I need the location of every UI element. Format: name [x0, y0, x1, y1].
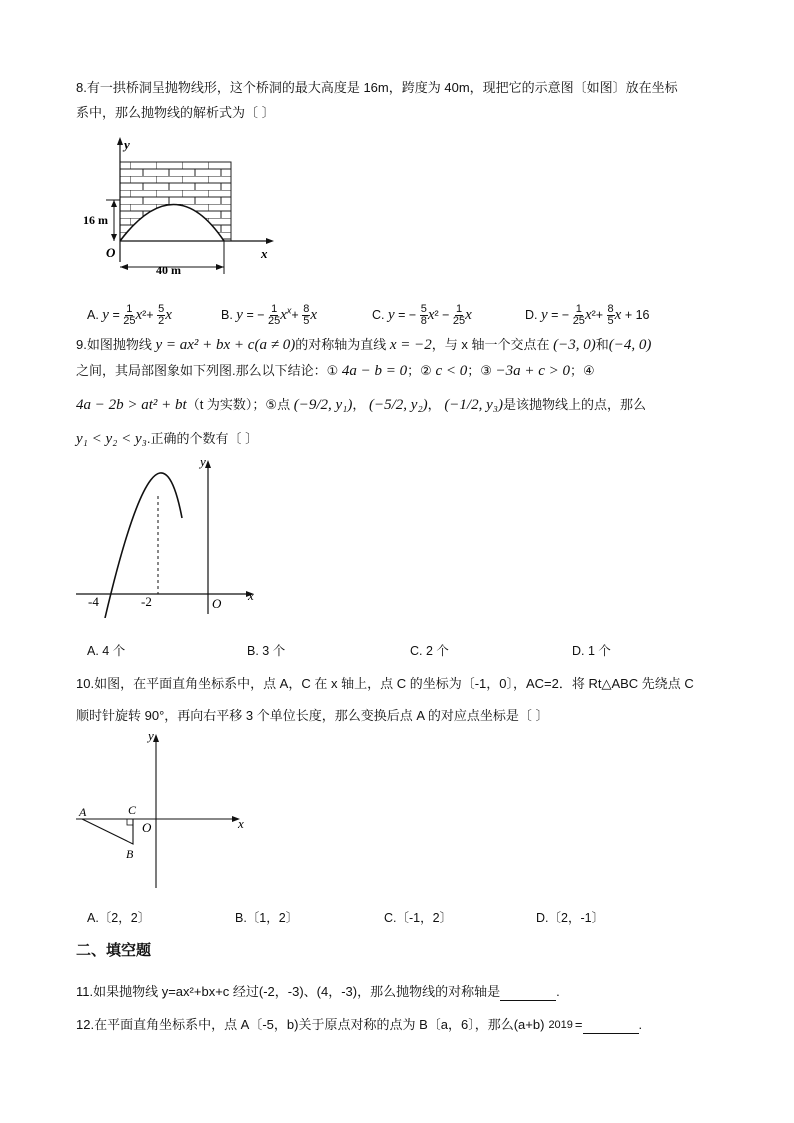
- q8-option-d: D. y = − $\frac{1}{25}$ x²+ $\frac{8}{5}$ x + 16: [525, 303, 650, 327]
- q10-origin-label: O: [142, 820, 152, 835]
- q8-option-a: A. y = $\frac{1}{25}$ x²+ $\frac{5}{2}$ x: [87, 303, 172, 327]
- q9-option-d: D. 1 个: [572, 644, 611, 658]
- q10-option-c: C.〔-1，2〕: [384, 911, 453, 925]
- q8-line2: 系中，那么抛物线的解析式为〔 〕: [76, 105, 275, 120]
- x-arrow-icon: [266, 238, 274, 244]
- q8-line1: 8.有一拱桥洞呈抛物线形，这个桥洞的最大高度是 16m，跨度为 40m，现把它的示意图〔如图〕放在坐标: [76, 80, 678, 95]
- y-arrow-icon: [117, 137, 123, 145]
- q8-origin-label: O: [106, 245, 116, 260]
- q11-answer-blank[interactable]: [500, 1000, 556, 1001]
- q9-option-b: B. 3 个: [247, 644, 286, 658]
- q12-answer-blank[interactable]: [583, 1033, 639, 1034]
- q8-y-label: y: [124, 137, 130, 152]
- q8-x-label: x: [261, 246, 268, 261]
- q9-line2: 之间，其局部图象如下列图.那么以下结论：① 4a − b = 0；② c < 0；③ −3a + c > 0；④: [76, 363, 595, 379]
- q10-option-a: A.〔2，2〕: [87, 911, 151, 925]
- tick-neg4: -4: [88, 594, 99, 609]
- point-a-label: A: [79, 805, 87, 819]
- span-label: 40 m: [156, 263, 181, 277]
- right-angle-mark: [127, 819, 133, 825]
- q10-x-label: x: [238, 816, 244, 831]
- triangle-abc: [82, 819, 133, 844]
- q9-line1: 9.如图抛物线 y = ax² + bx + c(a ≠ 0)的对称轴为直线 x = −2，与 x 轴一个交点在 (−3, 0)和(−4, 0): [76, 337, 652, 353]
- section-title: 二、填空题: [76, 942, 152, 959]
- q10-triangle-figure: [74, 728, 254, 890]
- q8-option-b: B. y = − $\frac{1}{25}$ $x^x+$ $\frac{8}{5}$ x: [221, 303, 317, 327]
- point-c-label: C: [128, 803, 137, 817]
- q9-option-c: C. 2 个: [410, 644, 449, 658]
- q10-option-b: B.〔1，2〕: [235, 911, 299, 925]
- tick-neg2: -2: [141, 594, 152, 609]
- q9-line4: y₁ < y₂ < y₃.正确的个数有〔 〕: [76, 431, 259, 447]
- q10-y-label: y: [148, 728, 154, 743]
- q10-line1: 10.如图，在平面直角坐标系中，点 A，C 在 x 轴上，点 C 的坐标为〔-1，0〕，AC=2．将 Rt△ABC 先绕点 C: [76, 676, 694, 691]
- q9-origin-label: O: [212, 596, 222, 611]
- q9-line3: 4a − 2b > at² + bt（t 为实数）；⑤点 (−9/2, y₁)， (−5/2, y₂)， (−1/2, y₃)是该抛物线上的点，那么: [76, 397, 646, 413]
- q10-line2: 顺时针旋转 90°，再向右平移 3 个单位长度，那么变换后点 A 的对应点坐标是〔 〕: [76, 708, 549, 723]
- y-arrow-icon: [205, 460, 211, 468]
- height-label: 16 m: [83, 213, 108, 227]
- point-b-label: B: [126, 847, 134, 861]
- q8-option-c: C. y = − $\frac{5}{8}$ x² − $\frac{1}{25}$ x: [372, 303, 472, 327]
- q10-option-d: D.〔2，-1〕: [536, 911, 605, 925]
- q12-line: 12.在平面直角坐标系中，点 A〔-5，b)关于原点对称的点为 B〔a，6〕，那么(a+b) 2019 = .: [76, 1017, 643, 1032]
- q9-option-a: A. 4 个: [87, 644, 126, 658]
- q9-parabola-figure: [72, 452, 262, 618]
- y-arrow-icon: [153, 734, 159, 742]
- q8-bridge-figure: [78, 134, 284, 280]
- q11-line: 11.如果抛物线 y=ax²+bx+c 经过(-2，-3)、(4，-3)，那么抛物线的对称轴是 .: [76, 984, 560, 999]
- q9-x-label: x: [248, 588, 254, 603]
- q9-y-label: y: [200, 454, 206, 469]
